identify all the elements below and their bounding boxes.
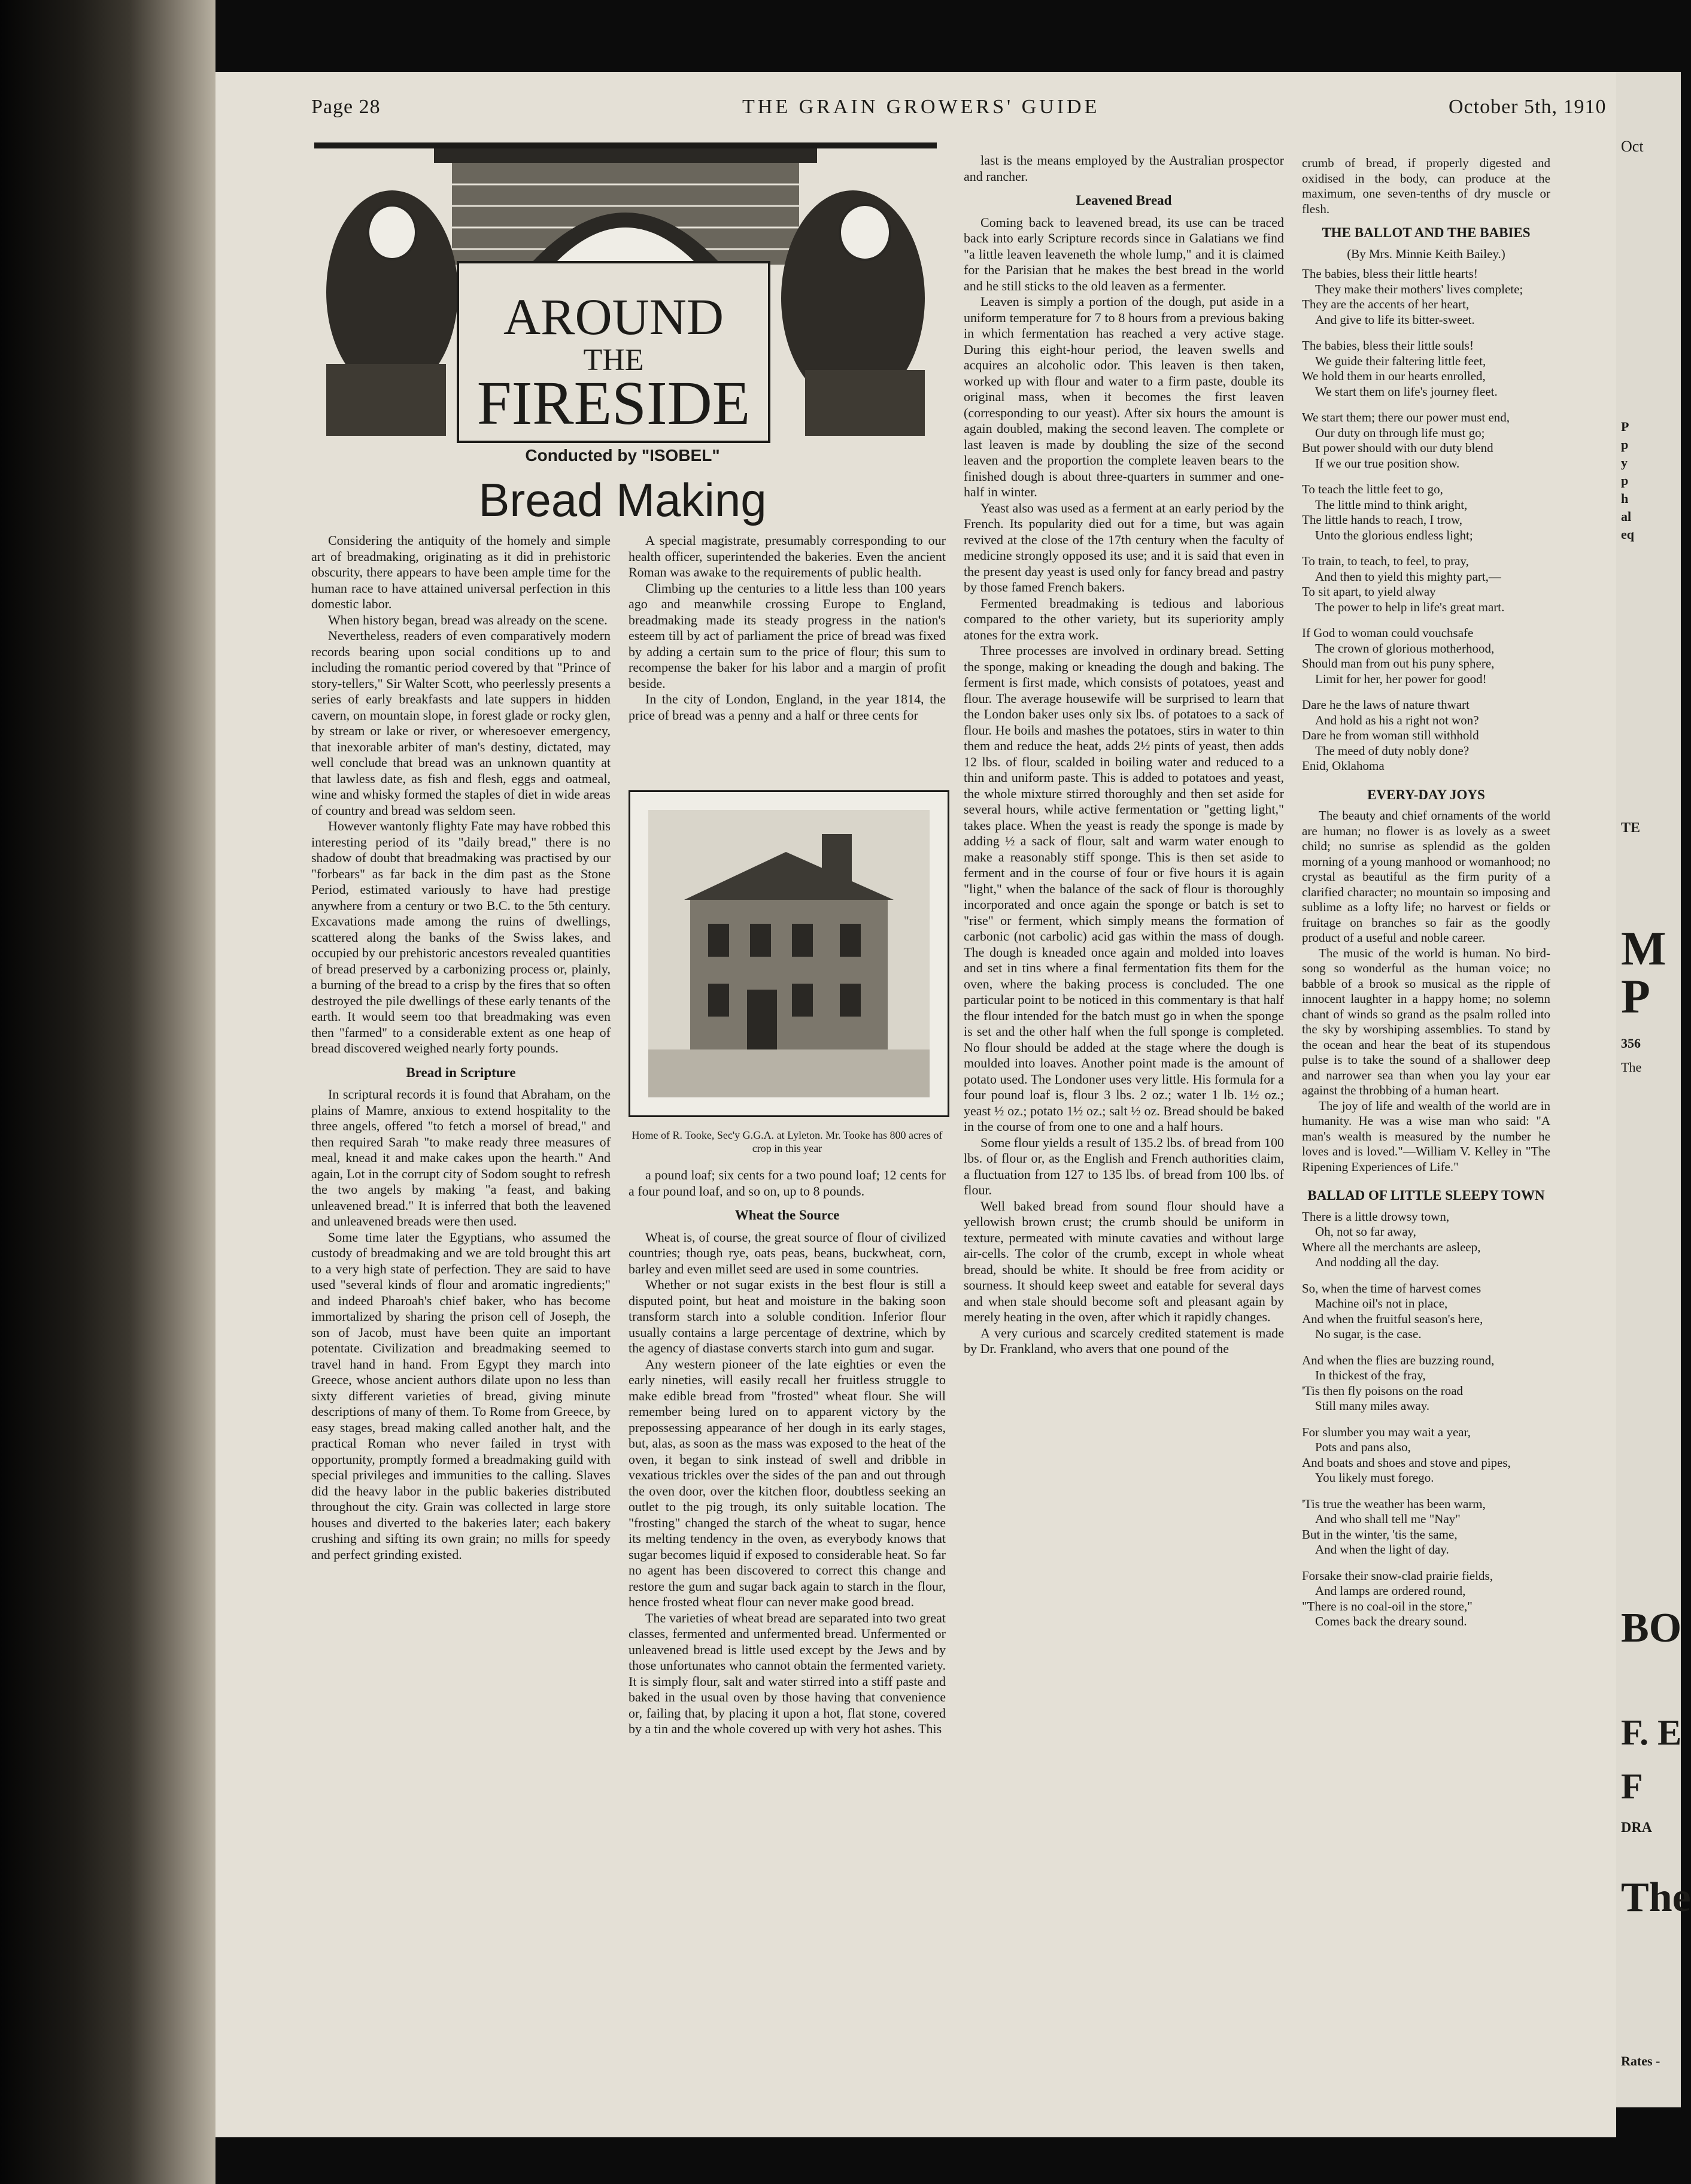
paragraph: Well baked bread from sound flour should have a yellowish brown crust; the crumb should be uniform in texture, permeated with minute cavaties and without large air-cells. The color of the crumb, except in whole wheat bread, should be white. It should be free from acidity or sourness. It should keep sweet and eatable for several days and when stale should become soft and pleasant again by merely heating in the oven, after which it rapidly changes. xyxy=(964,1198,1284,1324)
poem-stanza xyxy=(1302,626,1550,687)
subheading: Bread in Scripture xyxy=(406,1064,516,1080)
poem-line: And lamps are ordered round, xyxy=(1315,1584,1466,1598)
byline: Conducted by "ISOBEL" xyxy=(525,446,720,465)
poem-line: To train, to teach, to feel, to pray, xyxy=(1302,554,1469,568)
newspaper-page xyxy=(215,72,1616,2137)
essay-title: EVERY-DAY JOYS xyxy=(1367,787,1485,802)
fragment-text: al xyxy=(1621,509,1632,524)
banner-line2: THE xyxy=(583,343,644,377)
paragraph: Climbing up the centuries to a little less than 100 years ago and meanwhile crossing Europe to England, breadmaking made its steady progress in the nation's esteem till by act of parliament the price of bread was fixed by adding a certain sum to the price of flour; this sum to recompense the baker for his labor and a margin of profit beside. xyxy=(629,580,946,691)
fragment-text: P xyxy=(1621,970,1650,1023)
poem-author: (By Mrs. Minnie Keith Bailey.) xyxy=(1347,246,1505,261)
poem-line: 'Tis then fly poisons on the road xyxy=(1302,1383,1464,1398)
poem-line: The babies, bless their little souls! xyxy=(1302,338,1474,353)
house-photo xyxy=(629,790,949,1117)
paragraph: crumb of bread, if properly digested and oxidised in the body, can produce at the maximum, one seven-tenths of dry muscle or flesh. xyxy=(1302,156,1550,216)
fragment-text: y xyxy=(1621,455,1628,470)
page-label: Page 28 xyxy=(311,96,381,118)
house-illustration xyxy=(648,810,930,1097)
paragraph: In scriptural records it is found that Abraham, on the plains of Mamre, anxious to extend hospitality to the three angels, offered "to fetch a morsel of bread," and then required Sarah "to make ready three measures of meal, knead it and make cakes upon the hearth." And again, Lot in the corrupt city of Sodom sought to refresh the two angels by making "a feast, and baking unleavened bread." It is inferred that both the leavened and unleavened breads were then used. xyxy=(311,1087,611,1228)
book-spine xyxy=(0,0,215,2184)
paragraph: Three processes are involved in ordinary bread. Setting the sponge, making or kneading the dough and baking. The ferment is first made, which consists of potatoes, yeast and flour. The average housewife will be surprised to learn that the London baker uses only six lbs. of potatoes to a sack of flour. He boils and mashes the potatoes, stirs in water to thin them and reduce the heat, adds 2½ pints of yeast, then adds 12 lbs. of flour, scalded in boiling water and reduced to a thin and uniform paste. This is added to potatoes and yeast, the whole mixture stirred thoroughly and then set aside for several hours, while active fermentation or "getting light," takes place. When the yeast is ready the sponge is made by adding ½ a sack of flour, salt and warm water enough to make a reasonably stiff sponge. This is then set aside to ferment and in the course of four or five hours it is again "light," when the balance of the sack of flour is thoroughly incorporated and once again the sponge or batch is set to "rise" or ferment, which simply means the formation of carbonic (not carbolic) acid gas within the mass of dough. The dough is kneaded once again and molded into loaves and set in tins where a final fermentation fits them for the oven, where the baking process is concluded. The one particular point to be noticed in this commentary is that half the flour intended for the batch must go in when the sponge is set and the other half when the full sponge is completed. No flour should be added at the stage where the dough is moulded into loaves. Another point made is the amount of potato used. The Londoner uses very little. His formula for a four pound loaf is, flour 3 lbs. 2 oz.; water 1 lb. 1½ oz.; yeast ½ oz.; potato 1½ oz.; salt ½ oz. Bread should be baked in the course of from one to one and a half hours. xyxy=(964,643,1284,1134)
poem-line: "There is no coal-oil in the store," xyxy=(1302,1598,1473,1613)
poem-line: Should man from out his puny sphere, xyxy=(1302,656,1495,671)
paragraph: A very curious and scarcely credited statement is made by Dr. Frankland, who avers that one pound of the xyxy=(964,1325,1284,1356)
poem-line: And hold as his a right not won? xyxy=(1315,712,1479,727)
paragraph: Nevertheless, readers of even comparatively modern records bearing upon social conditions up to and including the romantic period covered by that "Prince of story-tellers," Sir Walter Scott, who peerlessly presents a series of early breakfasts and late suppers in hidden cavern, on mountain slope, in forest glade or rocky glen, by stream or lake or river, or wheresoever emergency, that inexorable arbiter of man's destiny, dictated, may well conclude that bread was an unknown quantity at that lawless date, as fish and flesh, eggs and oatmeal, wine and whisky formed the staples of diet in wide areas of country and bread was seldom seen. xyxy=(311,628,611,818)
photo-caption: Home of R. Tooke, Sec'y G.G.A. at Lyleton. Mr. Tooke has 800 acres of crop in this year xyxy=(632,1129,943,1154)
poem-line: Dare he the laws of nature thwart xyxy=(1302,697,1470,712)
paragraph: Some time later the Egyptians, who assumed the custody of breadmaking and we are told brought this art to a very high state of perfection. They are said to have used "several kinds of flour and aromatic ingredients;" and indeed Pharoah's chief baker, who has become immortalized by sharing the prison cell of Joseph, the son of Jacob, must have been quite an important potentate. Civilization and breadmaking seemed to travel hand in hand. From Egypt they march into Greece, whose ancient authors dilate upon no less than sixty different varieties of bread, giving minute descriptions of many of them. To Rome from Greece, by easy stages, bread making called another halt, and the practical Roman who never failed in tryst with opportunity, promptly formed a breadmaking guild with special privileges and immunities to the calling. Slaves did the heavy labor in the public bakeries distributed throughout the city. Grain was collected in large store houses and diverted to the bakeries later; each bakery crushing and sifting its own grain; no mills for speedy and perfect grinding existed. xyxy=(311,1229,611,1562)
column-3 xyxy=(964,153,1284,1357)
poem-title: BALLAD OF LITTLE SLEEPY TOWN xyxy=(1307,1188,1545,1203)
paragraph: The beauty and chief ornaments of the world are human; no flower is as lovely as a sweet child; no sunrise as splendid as the golden morning of a young manhood or womanhood; no crystal as beautiful as the firm purity of a clarified character; no mountain so imposing and sublime as a lofty life; no harvest or fields or fruitage on branches so fair as the goodly product of a useful and noble career. xyxy=(1302,808,1550,945)
poem-line: Our duty on through life must go; xyxy=(1315,425,1485,440)
poem-line: Oh, not so far away, xyxy=(1315,1224,1416,1239)
poem-line: If we our true position show. xyxy=(1315,456,1460,471)
poem-line: The little hands to reach, I trow, xyxy=(1302,512,1463,527)
paragraph: Wheat is, of course, the great source of flour of civilized countries; though rye, oats peas, beans, buckwheat, corn, barley and even millet seed are used in some countries. xyxy=(629,1229,946,1276)
paragraph: The music of the world is human. No bird-song so wonderful as the human voice; no babble of a brook so musical as the ripple of innocent laughter in a happy home; no solemn chant of winds so grand as the psalm rolled into the sky by worshiping assemblies. To stand by the ocean and hear the beat of its stupendous pulse is to take the sound of a shallower deep and narrower sea than when you lay your ear against the throbbing of a human heart. xyxy=(1302,945,1550,1097)
poem-line: They make their mothers' lives complete; xyxy=(1315,281,1523,296)
fragment-text: M xyxy=(1621,923,1666,975)
column-4 xyxy=(1302,156,1550,1640)
poem-stanza xyxy=(1302,554,1550,615)
poem-stanza xyxy=(1302,482,1550,543)
paragraph: A special magistrate, presumably corresponding to our health officer, superintended the bakeries. Even the ancient Roman was awake to the requirements of public health. xyxy=(629,533,946,580)
poem-line: No sugar, is the case. xyxy=(1315,1327,1422,1341)
paragraph: last is the means employed by the Australian prospector and rancher. xyxy=(964,153,1284,184)
poem-line: For slumber you may wait a year, xyxy=(1302,1424,1471,1439)
paragraph: Yeast also was used as a ferment at an early period by the French. Its popularity died out for a time, but was again revived at the close of the 17th century when the faculty of medicine strongly opposed its use; and it is said that even in the present day yeast is used only for fancy bread and pastry by those famed French bakers. xyxy=(964,500,1284,594)
poem-line: Where all the merchants are asleep, xyxy=(1302,1239,1481,1254)
paragraph: Some flour yields a result of 135.2 lbs. of bread from 100 lbs. of flour or, as the English and French authorities claim, a fluctuation from 127 to 135 lbs. of bread from 100 lbs. of flour. xyxy=(964,1135,1284,1197)
poem-line: To sit apart, to yield alway xyxy=(1302,584,1436,599)
fragment-text: F. E xyxy=(1621,1713,1682,1752)
poem-line: To teach the little feet to go, xyxy=(1302,482,1443,496)
poem-line: And nodding all the day. xyxy=(1315,1255,1439,1269)
article-title: Bread Making xyxy=(478,474,767,526)
fragment-text: TE xyxy=(1621,820,1641,836)
poem-stanza xyxy=(1302,697,1550,759)
paragraph: The joy of life and wealth of the world are in humanity. He was a wise man who said: "A man's wealth is measured by the number he loves and is loved."—William V. Kelley in "The Ripening Experiences of Life." xyxy=(1302,1098,1550,1174)
paragraph: The varieties of wheat bread are separated into two great classes, fermented and unfermented bread. Unfermented or unleavened bread is little used except by the Jews and by those unfortunates who cannot obtain the fermented variety. It is simply flour, salt and water stirred into a stiff paste and baked in the usual oven by those having that convenience or, failing that, by placing it upon a hot, flat stone, covered by a tin and the whole covered up with very hot ashes. This xyxy=(629,1610,946,1736)
fragment-text: Rates - xyxy=(1621,2053,1660,2068)
poem-line: We guide their faltering little feet, xyxy=(1315,353,1486,368)
poem-line: The power to help in life's great mart. xyxy=(1315,599,1505,614)
poem-line: So, when the time of harvest comes xyxy=(1302,1281,1481,1296)
column-2-bottom xyxy=(629,1167,946,1737)
poem-line: And boats and shoes and stove and pipes, xyxy=(1302,1455,1511,1470)
fragment-text: BO xyxy=(1621,1605,1682,1651)
poem-stanza xyxy=(1302,1353,1550,1414)
poem-line: Dare he from woman still withhold xyxy=(1302,728,1479,742)
fragment-text: P xyxy=(1621,419,1629,434)
fragment-text: F xyxy=(1621,1767,1643,1806)
poem-line: Comes back the dreary sound. xyxy=(1315,1614,1467,1628)
poem-line: The babies, bless their little hearts! xyxy=(1302,266,1478,281)
poem-line: And then to yield this mighty part,— xyxy=(1315,569,1501,584)
poem-stanza xyxy=(1302,266,1550,327)
issue-date: October 5th, 1910 xyxy=(1449,96,1607,118)
poem-stanza xyxy=(1302,1569,1550,1630)
poem-line: And who shall tell me "Nay" xyxy=(1315,1512,1461,1526)
paragraph: When history began, bread was already on the scene. xyxy=(328,612,608,627)
column-1 xyxy=(311,533,611,1563)
poem-line: And when the flies are buzzing round, xyxy=(1302,1352,1495,1367)
poem-line: And give to life its bitter-sweet. xyxy=(1315,312,1475,327)
poem-stanza xyxy=(1302,1209,1550,1270)
poem-line: Unto the glorious endless light; xyxy=(1315,527,1473,542)
fireside-banner xyxy=(314,136,937,448)
poem-line: Limit for her, her power for good! xyxy=(1315,671,1487,686)
poem-stanza xyxy=(1302,1281,1550,1342)
poem-line: And when the light of day. xyxy=(1315,1542,1449,1557)
paragraph: a pound loaf; six cents for a two pound loaf; 12 cents for a four pound loaf, and so on, up to 8 pounds. xyxy=(629,1167,946,1199)
paragraph: Fermented breadmaking is tedious and laborious compared to the other variety, but its superiority amply atones for the extra work. xyxy=(964,595,1284,642)
poem-line: In thickest of the fray, xyxy=(1315,1368,1426,1382)
fragment-text: h xyxy=(1621,491,1629,506)
poem-line: The little mind to think aright, xyxy=(1315,497,1468,512)
paragraph: In the city of London, England, in the year 1814, the price of bread was a penny and a half or three cents for xyxy=(629,691,946,723)
paragraph: Whether or not sugar exists in the best flour is still a disputed point, but heat and moisture in the baking soon transform starch into a soluble condition. Inferior flour usually contains a large percentage of dextrine, which by the agency of diastase converts starch into gum and sugar. xyxy=(629,1277,946,1355)
poem-line: Still many miles away. xyxy=(1315,1399,1430,1413)
fragment-text: p xyxy=(1621,473,1629,488)
paragraph: However wantonly flighty Fate may have robbed this interesting period of its "daily bread," there is no shadow of doubt that breadmaking was practised by our "forbears" as far back in the dim past as the Stone Period, estimated variously to have had prestige anywhere from a century or two B.C. to the 5th century. Excavations made among the ruins of dwellings, scattered along the banks of the Swiss lakes, and occupied by our prehistoric ancestors revealed quantities of bread preserved by a carbonizing process or, plainly, a burning of the bread to a crisp by the fires that so often destroyed the pile dwellings of these early tenants of the earth. It would seem too that breadmaking was even then "farmed" to a considerable extent as one heap of bread discovered weighed nearly forty pounds. xyxy=(311,818,611,1055)
poem-line: The crown of glorious motherhood, xyxy=(1315,641,1495,656)
poem-line: If God to woman could vouchsafe xyxy=(1302,626,1474,640)
fragment-text: The xyxy=(1621,1060,1642,1075)
poem-line: There is a little drowsy town, xyxy=(1302,1209,1450,1224)
paragraph: Leaven is simply a portion of the dough, put aside in a uniform temperature for 7 to 8 hours from a previous baking in which fermentation has reached a very active stage. During this eight-hour period, the leaven swells and acquires an alcoholic odor. This leaven is then taken, worked up with flour and water to a firm paste, double its original mass, when it becomes the first leaven (corresponding to our yeast). After six hours the amount is again doubled, making the second leaven. The complete or last leaven is made by doubling the size of the second leaven and the proportion the complete leaven bears to the finished dough is about three-quarters in summer and one-half in winter. xyxy=(964,294,1284,499)
poem-title: THE BALLOT AND THE BABIES xyxy=(1322,225,1531,240)
fragment-text: Oct xyxy=(1621,138,1644,155)
paragraph: Any western pioneer of the late eighties or even the early nineties, will easily recall her fruitless struggle to make edible bread from "frosted" wheat flour. She will remember being lured on to apparent victory by the prepossessing appearance of her dough in its early stages, but, alas, as soon as the mass was exposed to the heat of the oven, it began to sink instead of swell and dribble in vexatious trickles over the sides of the pan and out through the oven door, over the kitchen floor, doubtless seeking an outlet to the pig trough, its only suitable location. The "frosting" changed the starch of the wheat to sugar, hence its melting tendency in the oven, as everybody knows that sugar becomes liquid if exposed to considerable heat. So far no agent has been discovered to correct this change and restore the gum and sugar back again to starch in the flour, hence frosted wheat flour can never make good bread. xyxy=(629,1356,946,1609)
facing-page-edge xyxy=(1616,72,1691,2107)
poem-line: And when the fruitful season's here, xyxy=(1302,1311,1483,1326)
poem-line: But in the winter, 'tis the same, xyxy=(1302,1527,1458,1542)
poem-place: Enid, Oklahoma xyxy=(1302,759,1385,773)
poem-line: Pots and pans also, xyxy=(1315,1440,1411,1454)
poem-line: You likely must forego. xyxy=(1315,1470,1434,1485)
poem-line: We start them; there our power must end, xyxy=(1302,410,1510,424)
poem-line: Forsake their snow-clad prairie fields, xyxy=(1302,1568,1493,1583)
poem-line: We start them on life's journey fleet. xyxy=(1315,384,1498,399)
publication-name: THE GRAIN GROWERS' GUIDE xyxy=(742,96,1100,118)
fragment-text: eq xyxy=(1621,527,1634,542)
poem-line: 'Tis true the weather has been warm, xyxy=(1302,1496,1486,1511)
paragraph: Coming back to leavened bread, its use can be traced back into early Scripture records since in Galatians we find "a little leaven leaveneth the whole lump," and it is claimed for the Parisian that he makes the best bread in the world and he still sticks to the old leaven as a fermenter. xyxy=(964,214,1284,293)
subheading: Leavened Bread xyxy=(1076,193,1172,208)
poem-stanza xyxy=(1302,1497,1550,1558)
fragment-text: p xyxy=(1621,437,1629,452)
poem-stanza xyxy=(1302,410,1550,471)
poem-line: They are the accents of her heart, xyxy=(1302,297,1470,311)
banner-line1: AROUND xyxy=(503,288,724,345)
poem-line: The meed of duty nobly done? xyxy=(1315,743,1470,758)
poem-line: Machine oil's not in place, xyxy=(1315,1296,1448,1311)
poem-line: But power should with our duty blend xyxy=(1302,441,1493,455)
paragraph: Considering the antiquity of the homely and simple art of breadmaking, originating as it did in prehistoric obscurity, there appears to have been ample time for the human race to have attained universal perfection in this domestic labor. xyxy=(311,533,611,611)
fireside-illustration xyxy=(314,136,937,448)
fragment-text: The xyxy=(1621,1874,1691,1921)
subheading: Wheat the Source xyxy=(734,1208,840,1223)
fragment-text: 356 xyxy=(1621,1036,1641,1051)
column-2-top xyxy=(629,533,946,723)
poem-line: We hold them in our hearts enrolled, xyxy=(1302,369,1486,383)
fragment-text: DRA xyxy=(1621,1820,1652,1836)
poem-stanza xyxy=(1302,338,1550,399)
poem-stanza xyxy=(1302,1425,1550,1486)
banner-line3: FIRESIDE xyxy=(476,369,751,438)
